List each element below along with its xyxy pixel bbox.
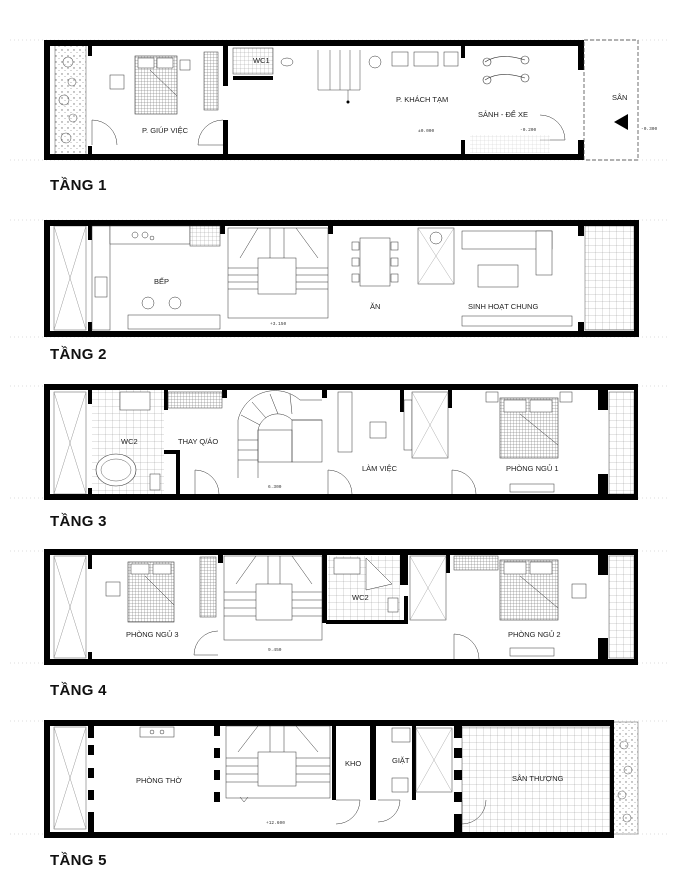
floor-3-room-label: PHÒNG NGỦ 1 xyxy=(506,464,559,473)
floor-1-level-mark: -0.200 xyxy=(520,128,537,133)
floor-4-room-label: PHÒNG NGỦ 2 xyxy=(508,630,561,639)
floor-5-room-label: KHO xyxy=(345,759,362,768)
floor-1-room-label: P. GIÚP VIỆC xyxy=(142,126,188,135)
floor-3-title: TẦNG 3 xyxy=(50,513,107,530)
floor-3-room-label: THAY Q/ÁO xyxy=(178,437,219,446)
floor-1-plan xyxy=(44,40,638,160)
floor-3-room-label: LÀM VIỆC xyxy=(362,464,398,473)
floor-1-room-label: WC1 xyxy=(253,56,270,65)
floor-4-room-label: PHÒNG NGỦ 3 xyxy=(126,630,179,639)
floor-5-room-label: SÂN THƯỢNG xyxy=(512,774,564,783)
floor-1-room-label: SÂN xyxy=(612,93,628,102)
floor-2-level-mark: +3.150 xyxy=(270,322,287,327)
floor-1-title: TẦNG 1 xyxy=(50,177,107,194)
floor-4-room-label: WC2 xyxy=(352,593,369,602)
floor-4-level-mark: 9.450 xyxy=(268,648,282,653)
floor-5-level-mark: +12.600 xyxy=(266,821,285,826)
floor-2-room-label: BẾP xyxy=(154,277,170,286)
floor-3-room-label: WC2 xyxy=(121,437,138,446)
floor-1-level-mark: ±0.000 xyxy=(418,129,435,134)
floor-1-level-mark: -0.300 xyxy=(641,127,658,132)
floor-2-room-label: ĂN xyxy=(370,302,381,311)
floor-5-room-label: PHÒNG THỜ xyxy=(136,776,182,785)
floor-4-title: TẦNG 4 xyxy=(50,682,107,699)
floor-3-level-mark: 6.300 xyxy=(268,485,282,490)
floor-4-plan xyxy=(44,549,638,665)
floor-5-title: TẦNG 5 xyxy=(50,852,107,869)
floor-2-room-label: SINH HOẠT CHUNG xyxy=(468,302,539,311)
floor-1-room-label: P. KHÁCH TẠM xyxy=(396,95,449,104)
floor-5-room-label: GIẶT xyxy=(392,756,410,765)
floor-2-plan xyxy=(44,220,639,337)
floor-1-room-label: SẢNH - ĐỂ XE xyxy=(478,110,529,119)
floor-2-title: TẦNG 2 xyxy=(50,346,107,363)
